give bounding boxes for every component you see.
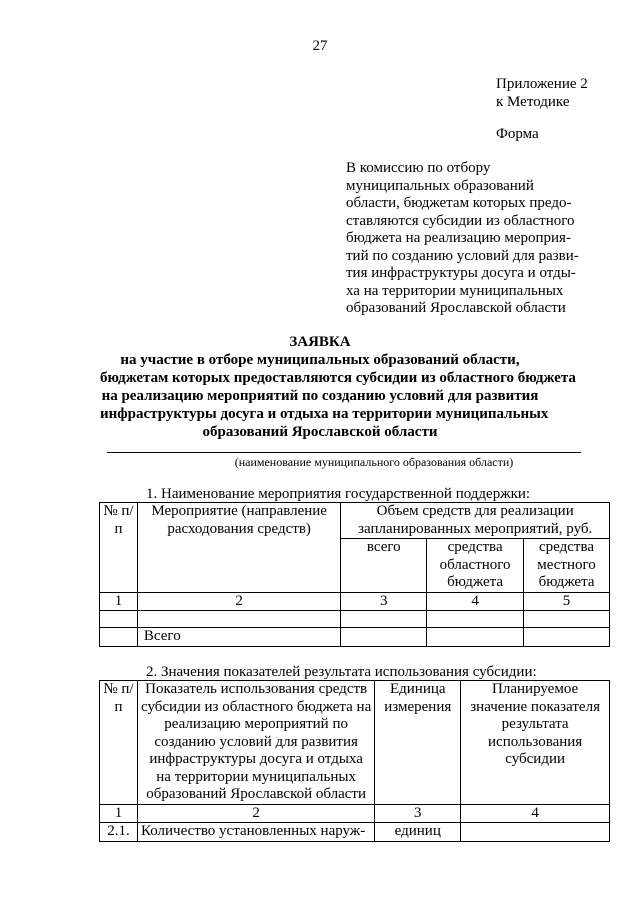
addressee-line: тий по созданию условий для разви- [346, 247, 579, 264]
column-number: 1 [100, 804, 138, 823]
column-number: 3 [375, 804, 461, 823]
indicators-table [99, 680, 610, 842]
total-row-label: Всего [137, 628, 340, 647]
title-line: бюджетам которых предоставляются субсидии из областного бюджета [100, 370, 576, 386]
column-number: 4 [427, 592, 524, 611]
appendix-line: Приложение 2 [496, 76, 588, 92]
title-line: на участие в отборе муниципальных образований области, [120, 352, 520, 368]
page-number: 27 [312, 38, 328, 54]
title-line: на реализацию мероприятий по созданию условий для развития [101, 388, 539, 404]
addressee-line: ха на территории муниципальных [346, 282, 564, 299]
municipality-name-caption: (наименование муниципального образования области) [234, 455, 514, 469]
row-number: 2.1. [100, 823, 138, 842]
header-volume: Объем средств для реализации запланированных мероприятий, руб. [341, 503, 610, 539]
addressee-line: В комиссию по отбору [346, 160, 491, 176]
planned-value[interactable] [461, 823, 610, 842]
column-number: 1 [100, 592, 138, 611]
addressee-line: ставляются субсидии из областного [346, 212, 575, 229]
table-cell[interactable] [341, 611, 427, 628]
header-regional-funds: средства областного бюджета [427, 539, 524, 593]
addressee-line: бюджета на реализацию мероприя- [346, 230, 571, 246]
column-number: 4 [461, 804, 610, 823]
section-2-heading: 2. Значения показателей результата использования субсидии: [146, 664, 537, 680]
section-1-heading: 1. Наименование мероприятия государственной поддержки: [146, 486, 531, 502]
unit-value: единиц [375, 823, 461, 842]
column-number: 5 [524, 592, 610, 611]
header-event: Мероприятие (направление расходования средств) [137, 503, 340, 593]
column-number: 3 [341, 592, 427, 611]
table-cell[interactable] [341, 628, 427, 647]
table-row [100, 823, 610, 842]
header-num: № п/п [100, 503, 138, 593]
table-cell[interactable] [100, 628, 138, 647]
form-label: Форма [496, 126, 539, 142]
table-cell[interactable] [427, 611, 524, 628]
table-cell[interactable] [100, 611, 138, 628]
events-table [99, 502, 610, 647]
document-heading: ЗАЯВКА [289, 334, 351, 350]
addressee-line: образований Ярославской области [346, 300, 566, 316]
indicator-name: Количество установленных наруж- [137, 823, 374, 842]
addressee-line: области, бюджетам которых предо- [346, 195, 572, 211]
appendix-line: к Методике [496, 94, 570, 110]
table-cell[interactable] [427, 628, 524, 647]
header-unit: Единица измерения [375, 681, 461, 805]
header-total: всего [341, 539, 427, 593]
addressee-line: муниципальных образований [346, 177, 534, 194]
header-planned-value: Планируемое значение показателя результата использования субсидии [461, 681, 610, 805]
title-line: образований Ярославской области [202, 424, 438, 440]
table-cell[interactable] [137, 611, 340, 628]
header-local-funds: средства местного бюджета [524, 539, 610, 593]
header-num: № п/п [100, 681, 138, 805]
table-cell[interactable] [524, 628, 610, 647]
addressee-block [346, 160, 608, 318]
addressee-line: тия инфраструктуры досуга и отды- [346, 265, 576, 281]
column-number: 2 [137, 592, 340, 611]
title-line: инфраструктуры досуга и отдыха на территории муниципальных [100, 406, 549, 422]
application-title [100, 333, 576, 441]
appendix-reference [496, 75, 588, 111]
column-number: 2 [137, 804, 374, 823]
header-indicator: Показатель использования средств субсидии из областного бюджета на реализацию мероприятий по созданию условий для развития инфраструктуры досуга и отдыха на территории муниципальных образований Ярославской области [137, 681, 374, 805]
municipality-name-line[interactable] [107, 452, 581, 453]
table-cell[interactable] [524, 611, 610, 628]
